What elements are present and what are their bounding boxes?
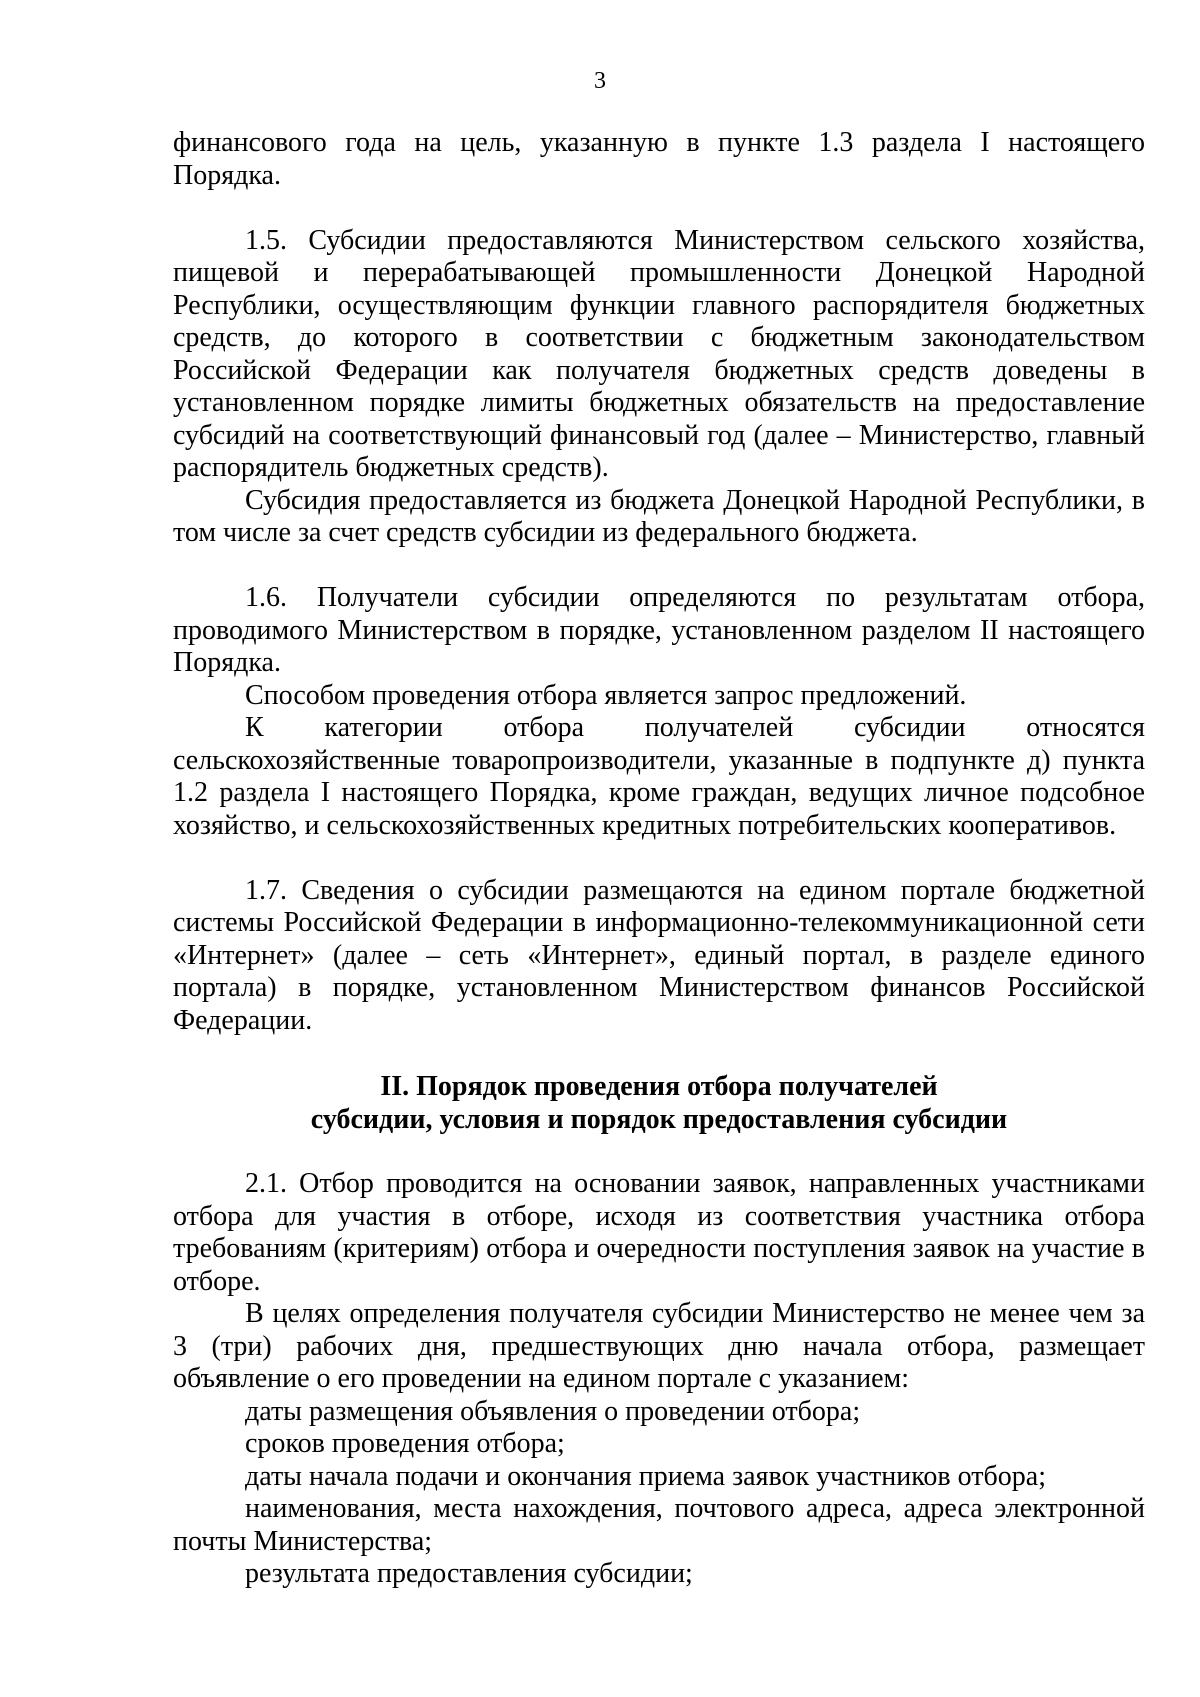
paragraph-1-5: 1.5. Субсидии предоставляются Министерством сельского хозяйства, пищевой и перерабатывающей промышленности Донецкой Народной Республики, осуществляющим функции главного распорядителя бюджетных средств, до которого в соответствии с бюджетным законодательством Российской Федерации как получателя бюджетных средств доведены в установленном порядке лимиты бюджетных обязательств на предоставление субсидий на соответствующий финансовый год (далее – Министерство, главный распорядитель бюджетных средств). — [173, 224, 1145, 483]
document-body — [173, 127, 1145, 1591]
section-heading-line-1: II. Порядок проведения отбора получателей — [380, 1070, 938, 1102]
page-number: 3 — [594, 68, 606, 94]
paragraph-1-6: 1.6. Получатели субсидии определяются по результатам отбора, проводимого Министерством в порядке, установленном разделом II настоящего Порядка. — [173, 582, 1145, 678]
list-item: сроков проведения отбора; — [245, 1428, 565, 1459]
paragraph-1-6-category: К категории отбора получателей субсидии относятся сельскохозяйственные товаропроизводители, указанные в подпункте д) пункта 1.2 раздела I настоящего Порядка, кроме граждан, ведущих личное подсобное хозяйство, и сельскохозяйственных кредитных потребительских кооперативов. — [173, 712, 1145, 841]
list-item: результата предоставления субсидии; — [245, 1558, 693, 1589]
list-item: даты размещения объявления о проведении отбора; — [245, 1395, 861, 1427]
list-item: даты начала подачи и окончания приема заявок участников отбора; — [245, 1460, 1046, 1492]
paragraph-2-1-announcement: В целях определения получателя субсидии Министерство не менее чем за 3 (три) рабочих дня, предшествующих дню начала отбора, размещает объявление о его проведении на едином портале с указанием: — [173, 1298, 1145, 1394]
paragraph-continuation: финансового года на цель, указанную в пункте 1.3 раздела I настоящего Порядка. — [173, 127, 1145, 191]
section-heading — [173, 1070, 1145, 1136]
paragraph-2-1: 2.1. Отбор проводится на основании заявок, направленных участниками отбора для участия в отборе, исходя из соответствия участника отбора требованиям (критериям) отбора и очередности поступления заявок на участие в отборе. — [173, 1168, 1145, 1297]
list-item: наименования, места нахождения, почтового адреса, адреса электронной почты Министерства; — [173, 1493, 1145, 1557]
paragraph-1-7: 1.7. Сведения о субсидии размещаются на едином портале бюджетной системы Российской Федерации в информационно-телекоммуникационной сети «Интернет» (далее – сеть «Интернет», единый портал, в разделе единого портала) в порядке, установленном Министерством финансов Российской Федерации. — [173, 874, 1145, 1036]
section-heading-line-2: субсидии, условия и порядок предоставления субсидии — [310, 1103, 1008, 1135]
paragraph-1-6-method: Способом проведения отбора является запрос предложений. — [245, 679, 967, 711]
paragraph-1-5-funding: Субсидия предоставляется из бюджета Донецкой Народной Республики, в том числе за счет средств субсидии из федерального бюджета. — [173, 484, 1145, 548]
